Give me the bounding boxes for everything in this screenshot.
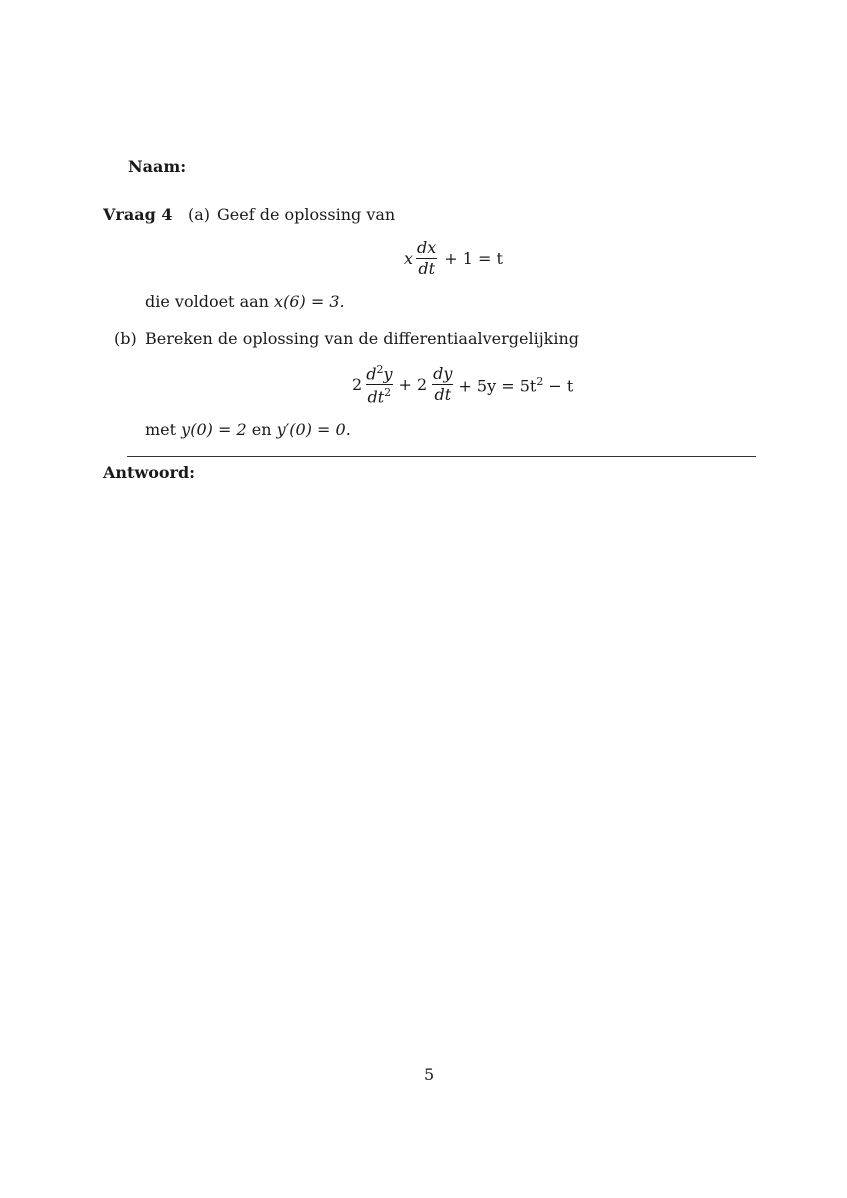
separator-line	[127, 456, 756, 457]
equation-b-plus1: + 2	[398, 375, 428, 395]
equation-a-fraction	[415, 240, 438, 277]
part-b-prompt: Bereken de oplossing van de differentiaalvergelijking	[145, 329, 580, 348]
naam-label: Naam:	[128, 157, 187, 176]
part-b-condition-en: en	[251, 420, 272, 439]
equation-b-numerator1: $d^2y$	[366, 363, 393, 384]
question-number: Vraag 4	[103, 205, 173, 224]
equation-b	[352, 364, 573, 406]
part-a-condition	[145, 292, 345, 311]
answer-label: Antwoord:	[103, 463, 196, 482]
part-b-condition-met: met	[145, 420, 177, 439]
equation-a-rest: + 1 = t	[444, 249, 503, 268]
page-number: 5	[424, 1065, 435, 1084]
part-b-condition-y0: y(0) = 2	[181, 420, 247, 439]
equation-b-denominator1: $dt^2$	[367, 386, 392, 407]
equation-b-fraction1	[364, 364, 394, 406]
equation-b-numerator2: dy	[433, 364, 453, 384]
equation-a-x: x	[404, 249, 414, 268]
part-a-prompt: Geef de oplossing van	[217, 205, 396, 224]
equation-b-coef1: 2	[352, 375, 363, 395]
part-a-condition-math: x(6) = 3.	[274, 292, 345, 311]
part-b-condition-yp0: y′(0) = 0.	[276, 420, 351, 439]
equation-a-numerator: dx	[417, 238, 437, 257]
equation-b-fraction2	[431, 366, 454, 403]
part-b-condition	[145, 420, 351, 439]
equation-b-denominator2: dt	[434, 385, 452, 405]
part-a-condition-text: die voldoet aan	[145, 292, 269, 311]
part-a-marker: (a)	[188, 205, 211, 224]
equation-b-rest: + $5y = 5t^2 - t$	[458, 374, 574, 395]
equation-a	[404, 240, 503, 277]
part-b-marker: (b)	[114, 329, 137, 348]
equation-a-denominator: dt	[418, 259, 435, 278]
